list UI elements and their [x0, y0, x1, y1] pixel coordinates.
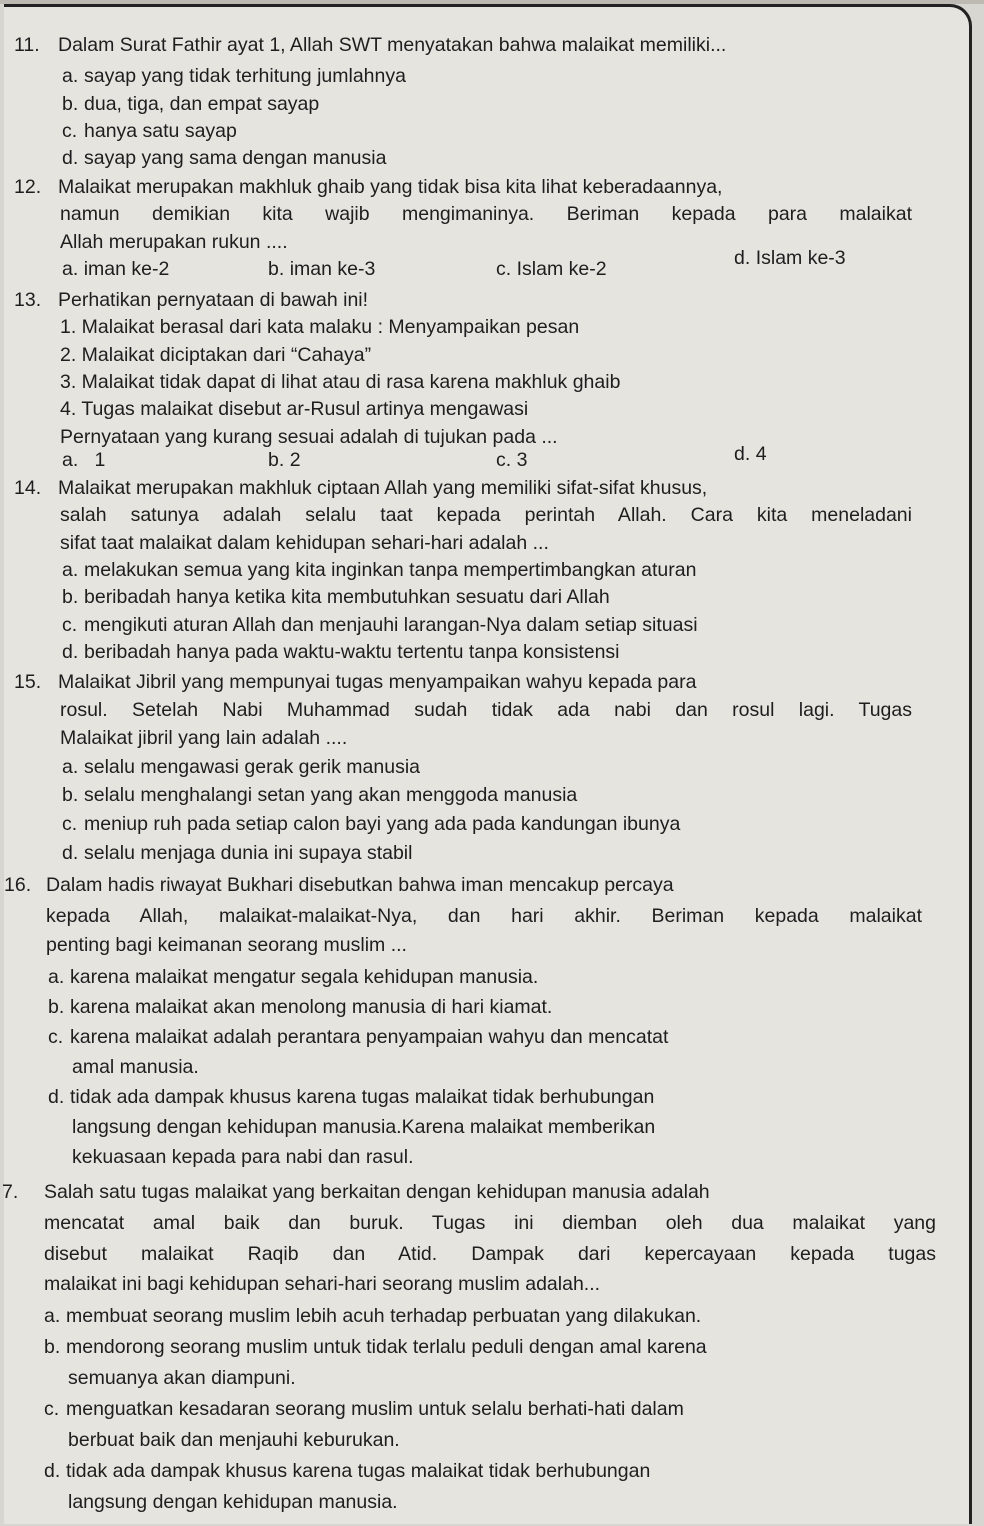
question-17-line-4: malaikat ini bagi kehidupan sehari-hari seorang muslim adalah...	[44, 1273, 601, 1295]
option-d[interactable]: d. 4	[734, 443, 767, 465]
question-number: 13.	[14, 289, 42, 311]
question-number: 14.	[14, 477, 42, 499]
statement-2: 2. Malaikat diciptakan dari “Cahaya”	[60, 344, 372, 366]
option-d-continuation: langsung dengan kehidupan manusia.Karena malaikat memberikan	[72, 1116, 656, 1138]
option-b[interactable]: b. iman ke-3	[268, 258, 376, 280]
statement-1: 1. Malaikat berasal dari kata malaku : Menyampaikan pesan	[60, 316, 580, 338]
question-number: 11.	[14, 34, 40, 56]
option-d[interactable]: d. beribadah hanya pada waktu-waktu tertentu tanpa konsistensi	[62, 641, 620, 663]
option-b[interactable]: b. mendorong seorang muslim untuk tidak terlalu peduli dengan amal karena	[44, 1336, 707, 1358]
option-a[interactable]: a. selalu mengawasi gerak gerik manusia	[62, 756, 421, 778]
question-14-line-2: salah satunya adalah selalu taat kepada perintah Allah. Cara kita meneladani	[60, 504, 912, 526]
question-number: 16.	[4, 874, 32, 896]
option-a[interactable]: a. melakukan semua yang kita inginkan tanpa mempertimbangkan aturan	[62, 559, 697, 581]
question-12-line-3: Allah merupakan rukun ....	[60, 231, 288, 253]
option-d[interactable]: d. tidak ada dampak khusus karena tugas malaikat tidak berhubungan	[48, 1086, 655, 1108]
question-13-prompt: Pernyataan yang kurang sesuai adalah di tujukan pada ...	[60, 426, 558, 448]
question-12-stem	[14, 174, 722, 202]
option-a[interactable]: a. sayap yang tidak terhitung jumlahnya	[62, 65, 406, 87]
option-d[interactable]: d. Islam ke-3	[734, 247, 846, 269]
question-12-line-2: namun demikian kita wajib mengimaninya. Beriman kepada para malaikat	[60, 203, 912, 225]
question-17-stem	[2, 1179, 710, 1207]
question-17-line-3: disebut malaikat Raqib dan Atid. Dampak dari kepercayaan kepada tugas	[44, 1243, 936, 1265]
question-17-line-2: mencatat amal baik dan buruk. Tugas ini diemban oleh dua malaikat yang	[44, 1212, 936, 1234]
option-b-continuation: semuanya akan diampuni.	[68, 1367, 296, 1389]
question-13-stem	[14, 287, 368, 315]
option-b[interactable]: b. karena malaikat akan menolong manusia di hari kiamat.	[48, 996, 553, 1018]
option-b[interactable]: b. dua, tiga, dan empat sayap	[62, 93, 320, 115]
question-text: Malaikat merupakan makhluk ciptaan Allah yang memiliki sifat-sifat khusus,	[58, 477, 708, 499]
option-c-continuation: berbuat baik dan menjauhi keburukan.	[68, 1429, 400, 1451]
question-number: 12.	[14, 176, 42, 198]
option-c-continuation: amal manusia.	[72, 1056, 199, 1078]
option-c[interactable]: c. karena malaikat adalah perantara penyampaian wahyu dan mencatat	[48, 1026, 669, 1048]
option-b[interactable]: b. selalu menghalangi setan yang akan menggoda manusia	[62, 784, 578, 806]
option-c[interactable]: c. Islam ke-2	[496, 258, 607, 280]
question-text: Salah satu tugas malaikat yang berkaitan dengan kehidupan manusia adalah	[44, 1181, 710, 1203]
option-c[interactable]: c. menguatkan kesadaran seorang muslim untuk selalu berhati-hati dalam	[44, 1398, 684, 1420]
question-14-line-3: sifat taat malaikat dalam kehidupan sehari-hari adalah ...	[60, 532, 549, 554]
option-b[interactable]: b. beribadah hanya ketika kita membutuhkan sesuatu dari Allah	[62, 586, 610, 608]
option-c[interactable]: c. meniup ruh pada setiap calon bayi yang ada pada kandungan ibunya	[62, 813, 681, 835]
question-text: Dalam Surat Fathir ayat 1, Allah SWT menyatakan bahwa malaikat memiliki...	[58, 34, 727, 56]
option-a[interactable]: a. 1	[62, 449, 106, 471]
question-16-line-3: penting bagi keimanan seorang muslim ...	[46, 934, 407, 956]
question-text: Malaikat merupakan makhluk ghaib yang tidak bisa kita lihat keberadaannya,	[58, 176, 723, 198]
option-c[interactable]: c. 3	[496, 449, 528, 471]
option-a[interactable]: a. karena malaikat mengatur segala kehidupan manusia.	[48, 966, 539, 988]
option-d[interactable]: d. tidak ada dampak khusus karena tugas malaikat tidak berhubungan	[44, 1460, 651, 1482]
option-d-continuation: kekuasaan kepada para nabi dan rasul.	[72, 1146, 414, 1168]
question-15-stem	[14, 669, 696, 697]
option-a[interactable]: a. membuat seorang muslim lebih acuh terhadap perbuatan yang dilakukan.	[44, 1305, 702, 1327]
question-15-line-3: Malaikat jibril yang lain adalah ....	[60, 727, 348, 749]
question-number: 7.	[2, 1181, 19, 1203]
option-c[interactable]: c. hanya satu sayap	[62, 120, 237, 142]
statement-3: 3. Malaikat tidak dapat di lihat atau di rasa karena makhluk ghaib	[60, 371, 621, 393]
option-c[interactable]: c. mengikuti aturan Allah dan menjauhi larangan-Nya dalam setiap situasi	[62, 614, 698, 636]
option-b[interactable]: b. 2	[268, 449, 301, 471]
question-text: Perhatikan pernyataan di bawah ini!	[58, 289, 369, 311]
question-11-stem	[14, 32, 726, 60]
question-14-stem	[14, 475, 707, 503]
question-text: Malaikat Jibril yang mempunyai tugas menyampaikan wahyu kepada para	[58, 671, 697, 693]
option-d[interactable]: d. selalu menjaga dunia ini supaya stabil	[62, 842, 413, 864]
question-text: Dalam hadis riwayat Bukhari disebutkan bahwa iman mencakup percaya	[46, 874, 674, 896]
question-number: 15.	[14, 671, 42, 693]
question-15-line-2: rosul. Setelah Nabi Muhammad sudah tidak ada nabi dan rosul lagi. Tugas	[60, 699, 912, 721]
option-d-continuation: langsung dengan kehidupan manusia.	[68, 1491, 398, 1513]
question-16-line-2: kepada Allah, malaikat-malaikat-Nya, dan hari akhir. Beriman kepada malaikat	[46, 905, 922, 927]
option-d[interactable]: d. sayap yang sama dengan manusia	[62, 147, 387, 169]
option-a[interactable]: a. iman ke-2	[62, 258, 170, 280]
statement-4: 4. Tugas malaikat disebut ar-Rusul artinya mengawasi	[60, 398, 529, 420]
question-16-stem	[4, 872, 674, 900]
